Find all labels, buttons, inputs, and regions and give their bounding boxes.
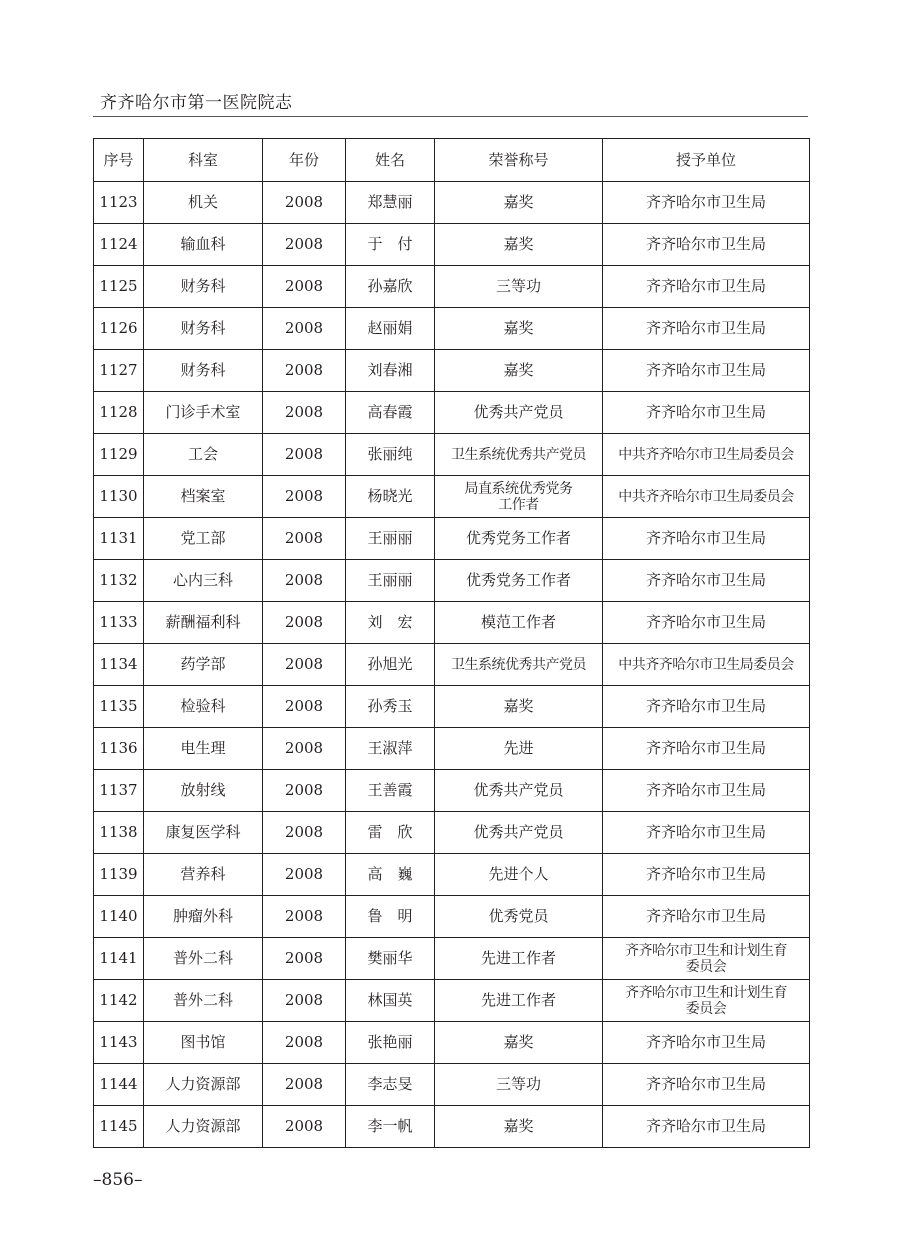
cell-year: 2008 bbox=[263, 812, 346, 854]
cell-index: 1145 bbox=[94, 1106, 144, 1148]
cell-name: 林国英 bbox=[346, 980, 435, 1022]
cell-honor: 嘉奖 bbox=[435, 350, 603, 392]
cell-name: 王丽丽 bbox=[346, 518, 435, 560]
cell-year: 2008 bbox=[263, 392, 346, 434]
table-row bbox=[94, 938, 810, 980]
cell-index: 1140 bbox=[94, 896, 144, 938]
cell-awarding-unit: 齐齐哈尔市卫生局 bbox=[603, 308, 810, 350]
cell-name: 张丽纯 bbox=[346, 434, 435, 476]
table-row bbox=[94, 392, 810, 434]
cell-awarding-unit: 齐齐哈尔市卫生局 bbox=[603, 266, 810, 308]
cell-honor: 优秀共产党员 bbox=[435, 770, 603, 812]
cell-index: 1135 bbox=[94, 686, 144, 728]
cell-honor: 先进个人 bbox=[435, 854, 603, 896]
cell-year: 2008 bbox=[263, 770, 346, 812]
cell-honor: 三等功 bbox=[435, 266, 603, 308]
cell-name: 李一帆 bbox=[346, 1106, 435, 1148]
table-header-row bbox=[94, 139, 810, 182]
cell-name: 李志旻 bbox=[346, 1064, 435, 1106]
col-header-name: 姓名 bbox=[346, 139, 435, 182]
cell-awarding-unit: 齐齐哈尔市卫生局 bbox=[603, 770, 810, 812]
cell-honor: 卫生系统优秀共产党员 bbox=[435, 434, 603, 476]
cell-honor: 嘉奖 bbox=[435, 224, 603, 266]
table-row bbox=[94, 980, 810, 1022]
cell-department: 康复医学科 bbox=[144, 812, 263, 854]
cell-awarding-unit: 齐齐哈尔市卫生局 bbox=[603, 854, 810, 896]
cell-department: 营养科 bbox=[144, 854, 263, 896]
cell-year: 2008 bbox=[263, 224, 346, 266]
cell-index: 1132 bbox=[94, 560, 144, 602]
cell-year: 2008 bbox=[263, 434, 346, 476]
cell-year: 2008 bbox=[263, 854, 346, 896]
cell-awarding-unit: 齐齐哈尔市卫生局 bbox=[603, 1064, 810, 1106]
cell-department: 财务科 bbox=[144, 266, 263, 308]
cell-index: 1128 bbox=[94, 392, 144, 434]
cell-department: 机关 bbox=[144, 182, 263, 224]
cell-index: 1127 bbox=[94, 350, 144, 392]
col-header-year: 年份 bbox=[263, 139, 346, 182]
table-row bbox=[94, 644, 810, 686]
cell-awarding-unit: 中共齐齐哈尔市卫生局委员会 bbox=[603, 644, 810, 686]
cell-year: 2008 bbox=[263, 476, 346, 518]
cell-index: 1139 bbox=[94, 854, 144, 896]
cell-name: 高 巍 bbox=[346, 854, 435, 896]
table-row bbox=[94, 812, 810, 854]
cell-honor: 先进 bbox=[435, 728, 603, 770]
cell-index: 1138 bbox=[94, 812, 144, 854]
cell-year: 2008 bbox=[263, 518, 346, 560]
cell-awarding-unit: 齐齐哈尔市卫生局 bbox=[603, 350, 810, 392]
cell-name: 鲁 明 bbox=[346, 896, 435, 938]
table-body bbox=[94, 182, 810, 1148]
cell-awarding-unit: 齐齐哈尔市卫生和计划生育 委员会 bbox=[603, 938, 810, 980]
table-row bbox=[94, 350, 810, 392]
cell-year: 2008 bbox=[263, 602, 346, 644]
table-row bbox=[94, 686, 810, 728]
cell-honor: 嘉奖 bbox=[435, 686, 603, 728]
cell-honor: 嘉奖 bbox=[435, 1022, 603, 1064]
cell-year: 2008 bbox=[263, 644, 346, 686]
cell-index: 1141 bbox=[94, 938, 144, 980]
table-row bbox=[94, 1022, 810, 1064]
cell-name: 刘春湘 bbox=[346, 350, 435, 392]
cell-department: 人力资源部 bbox=[144, 1106, 263, 1148]
cell-honor: 嘉奖 bbox=[435, 308, 603, 350]
cell-year: 2008 bbox=[263, 1064, 346, 1106]
col-header-awarding-unit: 授予单位 bbox=[603, 139, 810, 182]
cell-department: 药学部 bbox=[144, 644, 263, 686]
cell-department: 普外二科 bbox=[144, 938, 263, 980]
cell-name: 孙秀玉 bbox=[346, 686, 435, 728]
table-row bbox=[94, 560, 810, 602]
honors-table bbox=[93, 138, 810, 1148]
cell-index: 1131 bbox=[94, 518, 144, 560]
cell-awarding-unit: 齐齐哈尔市卫生局 bbox=[603, 392, 810, 434]
cell-department: 电生理 bbox=[144, 728, 263, 770]
cell-department: 放射线 bbox=[144, 770, 263, 812]
cell-year: 2008 bbox=[263, 896, 346, 938]
cell-name: 王善霞 bbox=[346, 770, 435, 812]
cell-index: 1130 bbox=[94, 476, 144, 518]
cell-name: 高春霞 bbox=[346, 392, 435, 434]
table-row bbox=[94, 854, 810, 896]
cell-awarding-unit: 齐齐哈尔市卫生和计划生育 委员会 bbox=[603, 980, 810, 1022]
cell-name: 雷 欣 bbox=[346, 812, 435, 854]
table-row bbox=[94, 476, 810, 518]
cell-department: 图书馆 bbox=[144, 1022, 263, 1064]
cell-honor: 先进工作者 bbox=[435, 980, 603, 1022]
cell-index: 1133 bbox=[94, 602, 144, 644]
cell-awarding-unit: 齐齐哈尔市卫生局 bbox=[603, 1106, 810, 1148]
cell-year: 2008 bbox=[263, 1106, 346, 1148]
cell-name: 王淑萍 bbox=[346, 728, 435, 770]
cell-name: 樊丽华 bbox=[346, 938, 435, 980]
cell-year: 2008 bbox=[263, 266, 346, 308]
cell-year: 2008 bbox=[263, 182, 346, 224]
header-rule bbox=[93, 116, 808, 117]
page-number: –856– bbox=[93, 1170, 143, 1190]
cell-index: 1125 bbox=[94, 266, 144, 308]
cell-year: 2008 bbox=[263, 350, 346, 392]
cell-department: 心内三科 bbox=[144, 560, 263, 602]
cell-honor: 嘉奖 bbox=[435, 1106, 603, 1148]
cell-year: 2008 bbox=[263, 308, 346, 350]
cell-honor: 优秀党务工作者 bbox=[435, 518, 603, 560]
table-row bbox=[94, 308, 810, 350]
cell-honor: 卫生系统优秀共产党员 bbox=[435, 644, 603, 686]
cell-department: 检验科 bbox=[144, 686, 263, 728]
cell-name: 杨晓光 bbox=[346, 476, 435, 518]
table-row bbox=[94, 1106, 810, 1148]
cell-index: 1137 bbox=[94, 770, 144, 812]
cell-name: 于 付 bbox=[346, 224, 435, 266]
cell-name: 张艳丽 bbox=[346, 1022, 435, 1064]
cell-index: 1142 bbox=[94, 980, 144, 1022]
col-header-index: 序号 bbox=[94, 139, 144, 182]
cell-awarding-unit: 齐齐哈尔市卫生局 bbox=[603, 686, 810, 728]
table-row bbox=[94, 434, 810, 476]
col-header-department: 科室 bbox=[144, 139, 263, 182]
cell-honor: 三等功 bbox=[435, 1064, 603, 1106]
cell-name: 孙旭光 bbox=[346, 644, 435, 686]
cell-awarding-unit: 齐齐哈尔市卫生局 bbox=[603, 1022, 810, 1064]
cell-index: 1136 bbox=[94, 728, 144, 770]
cell-name: 郑慧丽 bbox=[346, 182, 435, 224]
table-row bbox=[94, 602, 810, 644]
cell-year: 2008 bbox=[263, 686, 346, 728]
cell-index: 1143 bbox=[94, 1022, 144, 1064]
cell-awarding-unit: 齐齐哈尔市卫生局 bbox=[603, 182, 810, 224]
cell-department: 档案室 bbox=[144, 476, 263, 518]
cell-department: 门诊手术室 bbox=[144, 392, 263, 434]
cell-honor: 优秀共产党员 bbox=[435, 812, 603, 854]
cell-awarding-unit: 齐齐哈尔市卫生局 bbox=[603, 224, 810, 266]
cell-name: 刘 宏 bbox=[346, 602, 435, 644]
cell-honor: 模范工作者 bbox=[435, 602, 603, 644]
cell-department: 薪酬福利科 bbox=[144, 602, 263, 644]
cell-index: 1124 bbox=[94, 224, 144, 266]
cell-awarding-unit: 齐齐哈尔市卫生局 bbox=[603, 560, 810, 602]
cell-department: 输血科 bbox=[144, 224, 263, 266]
cell-year: 2008 bbox=[263, 728, 346, 770]
table-row bbox=[94, 728, 810, 770]
cell-index: 1144 bbox=[94, 1064, 144, 1106]
cell-honor: 局直系统优秀党务 工作者 bbox=[435, 476, 603, 518]
table-row bbox=[94, 518, 810, 560]
cell-name: 孙嘉欣 bbox=[346, 266, 435, 308]
cell-department: 人力资源部 bbox=[144, 1064, 263, 1106]
running-head-title: 齐齐哈尔市第一医院院志 bbox=[100, 93, 293, 113]
cell-index: 1123 bbox=[94, 182, 144, 224]
cell-awarding-unit: 中共齐齐哈尔市卫生局委员会 bbox=[603, 434, 810, 476]
cell-index: 1129 bbox=[94, 434, 144, 476]
cell-department: 党工部 bbox=[144, 518, 263, 560]
cell-department: 普外二科 bbox=[144, 980, 263, 1022]
cell-index: 1134 bbox=[94, 644, 144, 686]
table-row bbox=[94, 182, 810, 224]
cell-year: 2008 bbox=[263, 1022, 346, 1064]
table-row bbox=[94, 770, 810, 812]
cell-department: 工会 bbox=[144, 434, 263, 476]
cell-year: 2008 bbox=[263, 980, 346, 1022]
cell-awarding-unit: 齐齐哈尔市卫生局 bbox=[603, 728, 810, 770]
cell-honor: 优秀党员 bbox=[435, 896, 603, 938]
cell-awarding-unit: 齐齐哈尔市卫生局 bbox=[603, 896, 810, 938]
cell-department: 财务科 bbox=[144, 308, 263, 350]
col-header-honor: 荣誉称号 bbox=[435, 139, 603, 182]
cell-honor: 嘉奖 bbox=[435, 182, 603, 224]
cell-honor: 优秀党务工作者 bbox=[435, 560, 603, 602]
cell-awarding-unit: 齐齐哈尔市卫生局 bbox=[603, 812, 810, 854]
cell-name: 赵丽娟 bbox=[346, 308, 435, 350]
cell-honor: 优秀共产党员 bbox=[435, 392, 603, 434]
cell-name: 王丽丽 bbox=[346, 560, 435, 602]
cell-department: 财务科 bbox=[144, 350, 263, 392]
cell-year: 2008 bbox=[263, 560, 346, 602]
cell-awarding-unit: 齐齐哈尔市卫生局 bbox=[603, 602, 810, 644]
table-row bbox=[94, 266, 810, 308]
cell-awarding-unit: 中共齐齐哈尔市卫生局委员会 bbox=[603, 476, 810, 518]
table-row bbox=[94, 224, 810, 266]
cell-department: 肿瘤外科 bbox=[144, 896, 263, 938]
cell-awarding-unit: 齐齐哈尔市卫生局 bbox=[603, 518, 810, 560]
cell-index: 1126 bbox=[94, 308, 144, 350]
table-row bbox=[94, 896, 810, 938]
cell-honor: 先进工作者 bbox=[435, 938, 603, 980]
table-row bbox=[94, 1064, 810, 1106]
cell-year: 2008 bbox=[263, 938, 346, 980]
